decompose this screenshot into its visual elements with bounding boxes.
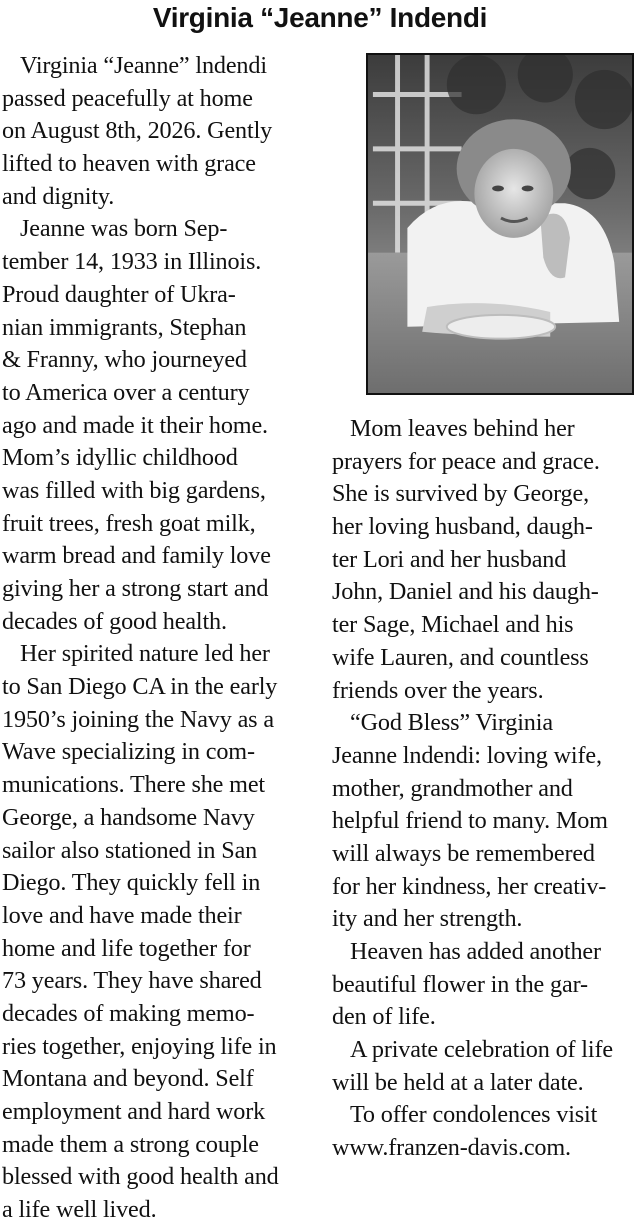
text-line: George, a handsome Navy bbox=[2, 803, 255, 831]
text-line: prayers for peace and grace. bbox=[332, 447, 600, 475]
text-line: made them a strong couple bbox=[2, 1130, 259, 1158]
text-line: helpful friend to many. Mom bbox=[332, 807, 608, 835]
text-line: a life well lived. bbox=[2, 1196, 157, 1224]
right-text-column bbox=[332, 413, 640, 1165]
text-line: Heaven has added another bbox=[350, 938, 601, 965]
text-line: ter Sage, Michael and his bbox=[332, 611, 574, 639]
text-line: will always be remembered bbox=[332, 839, 595, 867]
text-line: She is survived by George, bbox=[332, 480, 589, 508]
text-line: to San Diego CA in the early bbox=[2, 673, 278, 701]
text-line: www.franzen-davis.com. bbox=[332, 1134, 571, 1162]
text-line: decades of making memo- bbox=[2, 999, 255, 1027]
text-line: ago and made it their home. bbox=[2, 411, 268, 439]
text-line: ter Lori and her husband bbox=[332, 545, 567, 573]
text-line: A private celebration of life bbox=[350, 1036, 613, 1064]
text-line: Jeanne lndendi: loving wife, bbox=[332, 741, 602, 769]
text-line: ries together, enjoying life in bbox=[2, 1032, 277, 1060]
text-line: friends over the years. bbox=[332, 676, 544, 704]
text-line: fruit trees, fresh goat milk, bbox=[2, 509, 256, 537]
text-line: decades of good health. bbox=[2, 607, 227, 635]
text-line: Diego. They quickly fell in bbox=[2, 869, 261, 897]
text-line: sailor also stationed in San bbox=[2, 836, 258, 864]
text-line: and dignity. bbox=[2, 182, 115, 210]
text-line: lifted to heaven with grace bbox=[2, 150, 256, 178]
text-line: employment and hard work bbox=[2, 1098, 266, 1125]
text-line: Wave specializing in com- bbox=[2, 738, 255, 766]
text-line: munications. There she met bbox=[2, 771, 265, 799]
text-line: nian immigrants, Stephan bbox=[2, 313, 247, 341]
text-line: Her spirited nature led her bbox=[20, 640, 270, 668]
text-line: warm bread and family love bbox=[2, 542, 271, 570]
text-line: Proud daughter of Ukra- bbox=[2, 280, 236, 308]
left-text-column bbox=[2, 50, 314, 1227]
text-line: mother, grandmother and bbox=[332, 774, 573, 802]
text-line: her loving husband, daugh- bbox=[332, 513, 593, 541]
portrait-photo bbox=[366, 53, 634, 395]
text-line: “God Bless” Virginia bbox=[350, 709, 553, 737]
text-line: for her kindness, her creativ- bbox=[332, 872, 607, 900]
text-line: Mom’s idyllic childhood bbox=[2, 444, 238, 472]
text-line: Montana and beyond. Self bbox=[2, 1065, 254, 1093]
text-line: Jeanne was born Sep- bbox=[20, 215, 228, 243]
text-line: love and have made their bbox=[2, 901, 242, 929]
text-line: giving her a strong start and bbox=[2, 575, 269, 602]
text-line: 73 years. They have shared bbox=[2, 967, 262, 995]
text-line: beautiful flower in the gar- bbox=[332, 970, 588, 998]
text-line: tember 14, 1933 in Illinois. bbox=[2, 248, 262, 276]
text-line: Virginia “Jeanne” lndendi bbox=[20, 52, 267, 79]
text-line: will be held at a later date. bbox=[332, 1068, 584, 1096]
portrait-photo-image bbox=[368, 55, 632, 393]
text-line: den of life. bbox=[332, 1003, 436, 1031]
text-line: was filled with big gardens, bbox=[2, 476, 266, 504]
text-line: to America over a century bbox=[2, 378, 250, 406]
text-line: ity and her strength. bbox=[332, 905, 523, 933]
text-line: Mom leaves behind her bbox=[350, 415, 575, 442]
text-line: & Franny, who journeyed bbox=[2, 346, 247, 374]
obituary-title: Virginia “Jeanne” Indendi bbox=[152, 2, 488, 33]
text-line: To offer condolences visit bbox=[350, 1101, 598, 1129]
text-line: wife Lauren, and countless bbox=[332, 643, 589, 671]
text-line: blessed with good health and bbox=[2, 1163, 279, 1191]
text-line: John, Daniel and his daugh- bbox=[332, 578, 599, 606]
text-line: home and life together for bbox=[2, 934, 251, 962]
text-line: passed peacefully at home bbox=[2, 84, 253, 112]
text-line: on August 8th, 2026. Gently bbox=[2, 117, 273, 145]
text-line: 1950’s joining the Navy as a bbox=[2, 705, 274, 733]
